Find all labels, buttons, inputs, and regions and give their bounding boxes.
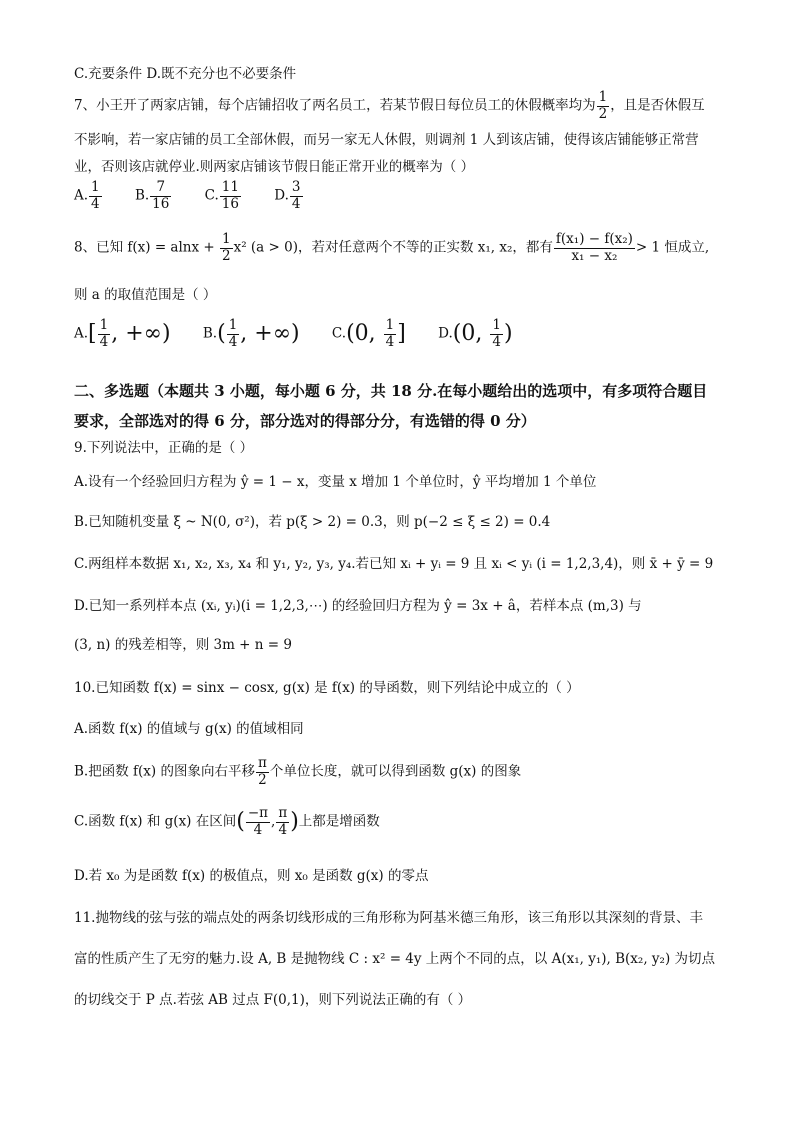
fraction-numerator: 11 (221, 179, 239, 195)
fraction-denominator: 16 (152, 195, 170, 212)
q8-option-d (438, 318, 512, 350)
interval-right: , +∞) (111, 320, 171, 346)
fraction-numerator: 7 (150, 180, 171, 197)
interval-right: , +∞) (240, 320, 300, 346)
q8-option-b (203, 318, 300, 350)
interval-right: ] (397, 320, 406, 346)
q9-stem: 9.下列说法中，正确的是（ ） (74, 440, 254, 456)
q10b-text-1: B.把函数 f(x) 的图象向右平移 (74, 763, 255, 780)
q7-option-d (274, 180, 303, 212)
fraction-denominator: x₁ − x₂ (571, 247, 618, 264)
option-letter: C. (331, 325, 347, 342)
interval-right: ) (290, 808, 299, 834)
fraction-numerator: 1 (222, 231, 231, 247)
fraction-numerator: 1 (91, 179, 100, 195)
q7-option-a (74, 180, 103, 212)
fraction-denominator: 4 (99, 333, 109, 350)
q10-option-b (74, 756, 521, 788)
option-fraction (98, 318, 111, 350)
q10b-fraction (256, 756, 269, 788)
section-2-heading-line-2: 要求，全部选对的得 6 分，部分选对的得部分分，有选错的得 0 分） (74, 412, 536, 430)
q10c-text-1: C.函数 f(x) 和 g(x) 在区间 (74, 813, 237, 830)
q9-option-d-line-1: D.已知一系列样本点 (xᵢ, yᵢ)(i = 1,2,3,⋯) 的经验回归方程为 ŷ = 3x + â，若样本点 (m,3) 与 (74, 598, 642, 614)
fraction-denominator: 4 (91, 195, 100, 212)
fraction-numerator: 1 (385, 317, 395, 333)
interval-left: ( (236, 808, 245, 834)
interval-left: (0, (452, 320, 490, 346)
option-letter: A. (74, 325, 89, 342)
q7-option-c (205, 180, 242, 212)
q11-line-3: 的切线交于 P 点.若弦 AB 过点 F(0,1)，则下列说法正确的有（ ） (74, 992, 472, 1008)
q10-stem: 10.已知函数 f(x) = sinx − cosx, g(x) 是 f(x) 的导函数，则下列结论中成立的（ ） (74, 680, 580, 696)
option-fraction (290, 180, 303, 212)
q6-options-cd: C.充要条件 D.既不充分也不必要条件 (74, 66, 297, 82)
fraction-numerator: 1 (99, 317, 109, 333)
q7-text-1-end: ，且是否休假互 (610, 97, 705, 114)
q9-option-a: A.设有一个经验回归方程为 ŷ = 1 − x，变量 x 增加 1 个单位时，ŷ 平均增加 1 个单位 (74, 474, 597, 490)
q8-option-a (74, 318, 171, 350)
q10-option-c (74, 806, 380, 838)
q8-text-3: > 1 恒成立, (635, 239, 710, 256)
q8-text-1: 8、已知 f(x) = alnx + (74, 239, 219, 256)
option-fraction (227, 318, 240, 350)
q10b-text-2: 个单位长度，就可以得到函数 g(x) 的图象 (269, 763, 522, 780)
q9-option-c: C.两组样本数据 x₁, x₂, x₃, x₄ 和 y₁, y₂, y₃, y₄.若已知 xᵢ + yᵢ = 9 且 xᵢ < yᵢ (i = 1,2,3,4)，则 x̄ + ȳ = 9 (74, 556, 714, 572)
option-letter: D. (274, 187, 289, 204)
fraction-denominator: 4 (278, 821, 288, 838)
option-fraction (384, 318, 397, 350)
option-fraction (490, 318, 503, 350)
option-letter: B. (134, 187, 150, 204)
fraction-numerator: 1 (598, 89, 608, 105)
option-fraction (220, 180, 241, 212)
q10-option-d: D.若 x₀ 为是函数 f(x) 的极值点，则 x₀ 是函数 g(x) 的零点 (74, 868, 429, 884)
q7-line-3: 业，否则该店就停业.则两家店铺该节假日能正常开业的概率为（ ） (74, 159, 475, 175)
fraction-denominator: 2 (222, 247, 231, 264)
q11-line-1: 11.抛物线的弦与弦的端点处的两条切线形成的三角形称为阿基米德三角形，该三角形以其深刻的背景、丰 (74, 910, 703, 926)
option-fraction (150, 180, 171, 212)
fraction-denominator: 16 (221, 195, 239, 212)
fraction-denominator: 4 (385, 333, 395, 350)
fraction-numerator: f(x₁) − f(x₂) (555, 231, 633, 247)
q9-option-d-line-2: (3, n) 的残差相等，则 3m + n = 9 (74, 637, 292, 653)
q10c-fraction-1 (246, 806, 270, 838)
q7-line-2: 不影响，若一家店铺的员工全部休假，而另一家无人休假，则调剂 1 人到该店铺，使得该店铺能够正常营 (74, 132, 699, 148)
q7-fraction (597, 90, 610, 122)
option-fraction (89, 180, 102, 212)
fraction-numerator: π (278, 805, 288, 821)
q11-line-2: 富的性质产生了无穷的魅力.设 A, B 是抛物线 C : x² = 4y 上两个不同的点，以 A(x₁, y₁), B(x₂, y₂) 为切点 (74, 951, 715, 967)
interval-left: (0, (346, 320, 383, 346)
q8-line-2: 则 a 的取值范围是（ ） (74, 287, 217, 303)
fraction-numerator: −π (247, 805, 269, 821)
interval-right: ) (503, 320, 513, 346)
q8-text-2: x² (a > 0)，若对任意两个不等的正实数 x₁, x₂，都有 (233, 239, 553, 256)
q7-option-b (135, 180, 172, 212)
option-letter: D. (438, 325, 453, 342)
option-letter: A. (74, 187, 89, 204)
q8-option-c (332, 318, 406, 350)
q8-difference-quotient (554, 232, 635, 264)
q7-text-1: 7、小王开了两家店铺，每个店铺招收了两名员工，若某节假日每位员工的休假概率均为 (74, 97, 596, 114)
fraction-denominator: 4 (291, 195, 301, 212)
fraction-numerator: 1 (228, 317, 238, 333)
fraction-denominator: 2 (598, 105, 608, 122)
q7-line-1 (74, 90, 705, 122)
interval-left: ( (217, 320, 226, 346)
q7-options (74, 180, 332, 212)
fraction-denominator: 2 (258, 771, 267, 788)
q9-option-b: B.已知随机变量 ξ ~ N(0, σ²)，若 p(ξ > 2) = 0.3，则 p(−2 ≤ ξ ≤ 2) = 0.4 (74, 514, 551, 530)
fraction-denominator: 4 (228, 333, 238, 350)
option-letter: B. (202, 325, 218, 342)
fraction-denominator: 4 (253, 821, 263, 838)
fraction-numerator: 3 (291, 179, 301, 195)
option-letter: C. (204, 187, 219, 204)
q10c-text-2: 上都是增函数 (298, 813, 380, 830)
section-2-heading-line-1: 二、多选题（本题共 3 小题，每小题 6 分，共 18 分.在每小题给出的选项中，有多项符合题目 (74, 382, 708, 400)
q8-options (74, 318, 541, 350)
q8-line-1 (74, 232, 709, 264)
interval-left: [ (88, 320, 97, 346)
q10-option-a: A.函数 f(x) 的值域与 g(x) 的值域相同 (74, 721, 304, 737)
fraction-numerator: π (257, 755, 267, 771)
q8-half-fraction (220, 232, 233, 264)
interval-comma: , (271, 813, 276, 830)
fraction-denominator: 4 (492, 333, 501, 350)
fraction-numerator: 1 (492, 317, 501, 333)
q10c-fraction-2 (276, 806, 289, 838)
